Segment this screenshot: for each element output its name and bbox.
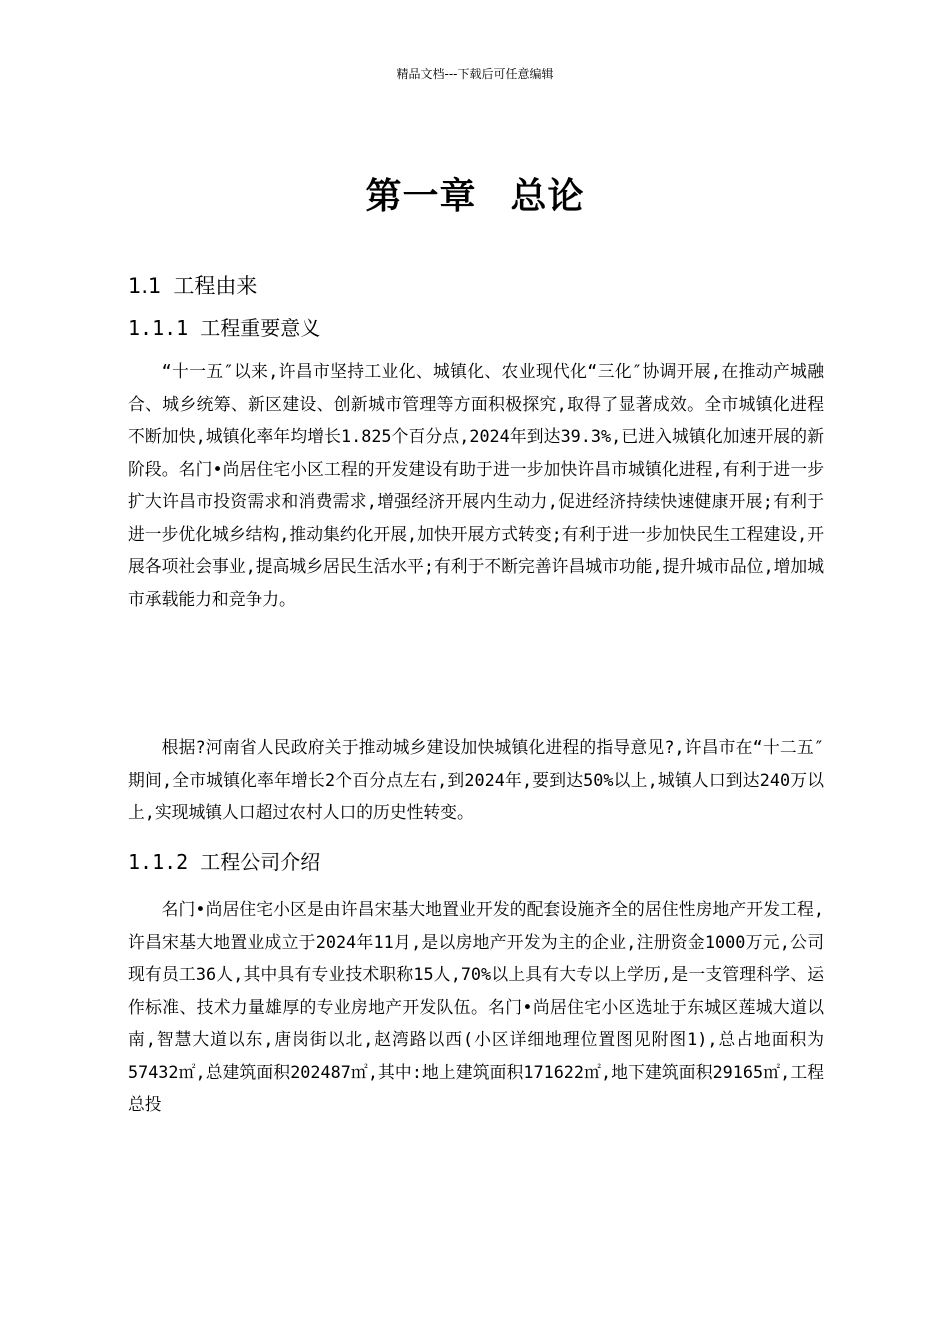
chapter-name: 总论 [510, 176, 585, 217]
subsection-title: 工程重要意义 [200, 316, 321, 340]
subsection-heading-1-1-1 [128, 313, 320, 343]
subsection-title: 工程公司介绍 [200, 850, 321, 874]
chapter-title [0, 172, 950, 222]
subsection-heading-1-1-2 [128, 847, 320, 877]
page-header-watermark: 精品文档---下载后可任意编辑 [396, 67, 554, 81]
body-paragraph: 根据?河南省人民政府关于推动城乡建设加快城镇化进程的指导意见?,许昌市在“十二五″期间,全市城镇化率年增长2个百分点左右,到2024年,要到达50%以上,城镇人口到达240万以上,实现城镇人口超过农村人口的历史性转变。 [128, 737, 824, 822]
section-title: 工程由来 [173, 274, 258, 298]
body-paragraph: 名门•尚居住宅小区是由许昌宋基大地置业开发的配套设施齐全的居住性房地产开发工程,许昌宋基大地置业成立于2024年11月,是以房地产开发为主的企业,注册资金1000万元,公司现有员工36人,其中具有专业技术职称15人,70%以上具有大专以上学历,是一支管理科学、运作标准、技术力量雄厚的专业房地产开发队伍。名门•尚居住宅小区选址于东城区莲城大道以南,智慧大道以东,唐岗街以北,赵湾路以西(小区详细地理位置图见附图1),总占地面积为57432㎡,总建筑面积202487㎡,其中:地上建筑面积171622㎡,地下建筑面积29165㎡,工程总投 [128, 899, 824, 1114]
section-number: 1.1 [128, 274, 162, 298]
subsection-number: 1.1.2 [128, 850, 189, 874]
body-paragraph: “十一五″以来,许昌市坚持工业化、城镇化、农业现代化“三化″协调开展,在推动产城融合、城乡统筹、新区建设、创新城市管理等方面积极探究,取得了显著成效。全市城镇化进程不断加快,城镇化率年均增长1.825个百分点,2024年到达39.3%,已进入城镇化加速开展的新阶段。名门•尚居住宅小区工程的开发建设有助于进一步加快许昌市城镇化进程,有利于进一步扩大许昌市投资需求和消费需求,增强经济开展内生动力,促进经济持续快速健康开展;有利于进一步优化城乡结构,推动集约化开展,加快开展方式转变;有利于进一步加快民生工程建设,开展各项社会事业,提高城乡居民生活水平;有利于不断完善许昌城市功能,提升城市品位,增加城市承载能力和竞争力。 [128, 361, 824, 609]
chapter-number: 第一章 [365, 176, 477, 217]
subsection-number: 1.1.1 [128, 316, 189, 340]
section-heading-1-1 [128, 271, 257, 301]
